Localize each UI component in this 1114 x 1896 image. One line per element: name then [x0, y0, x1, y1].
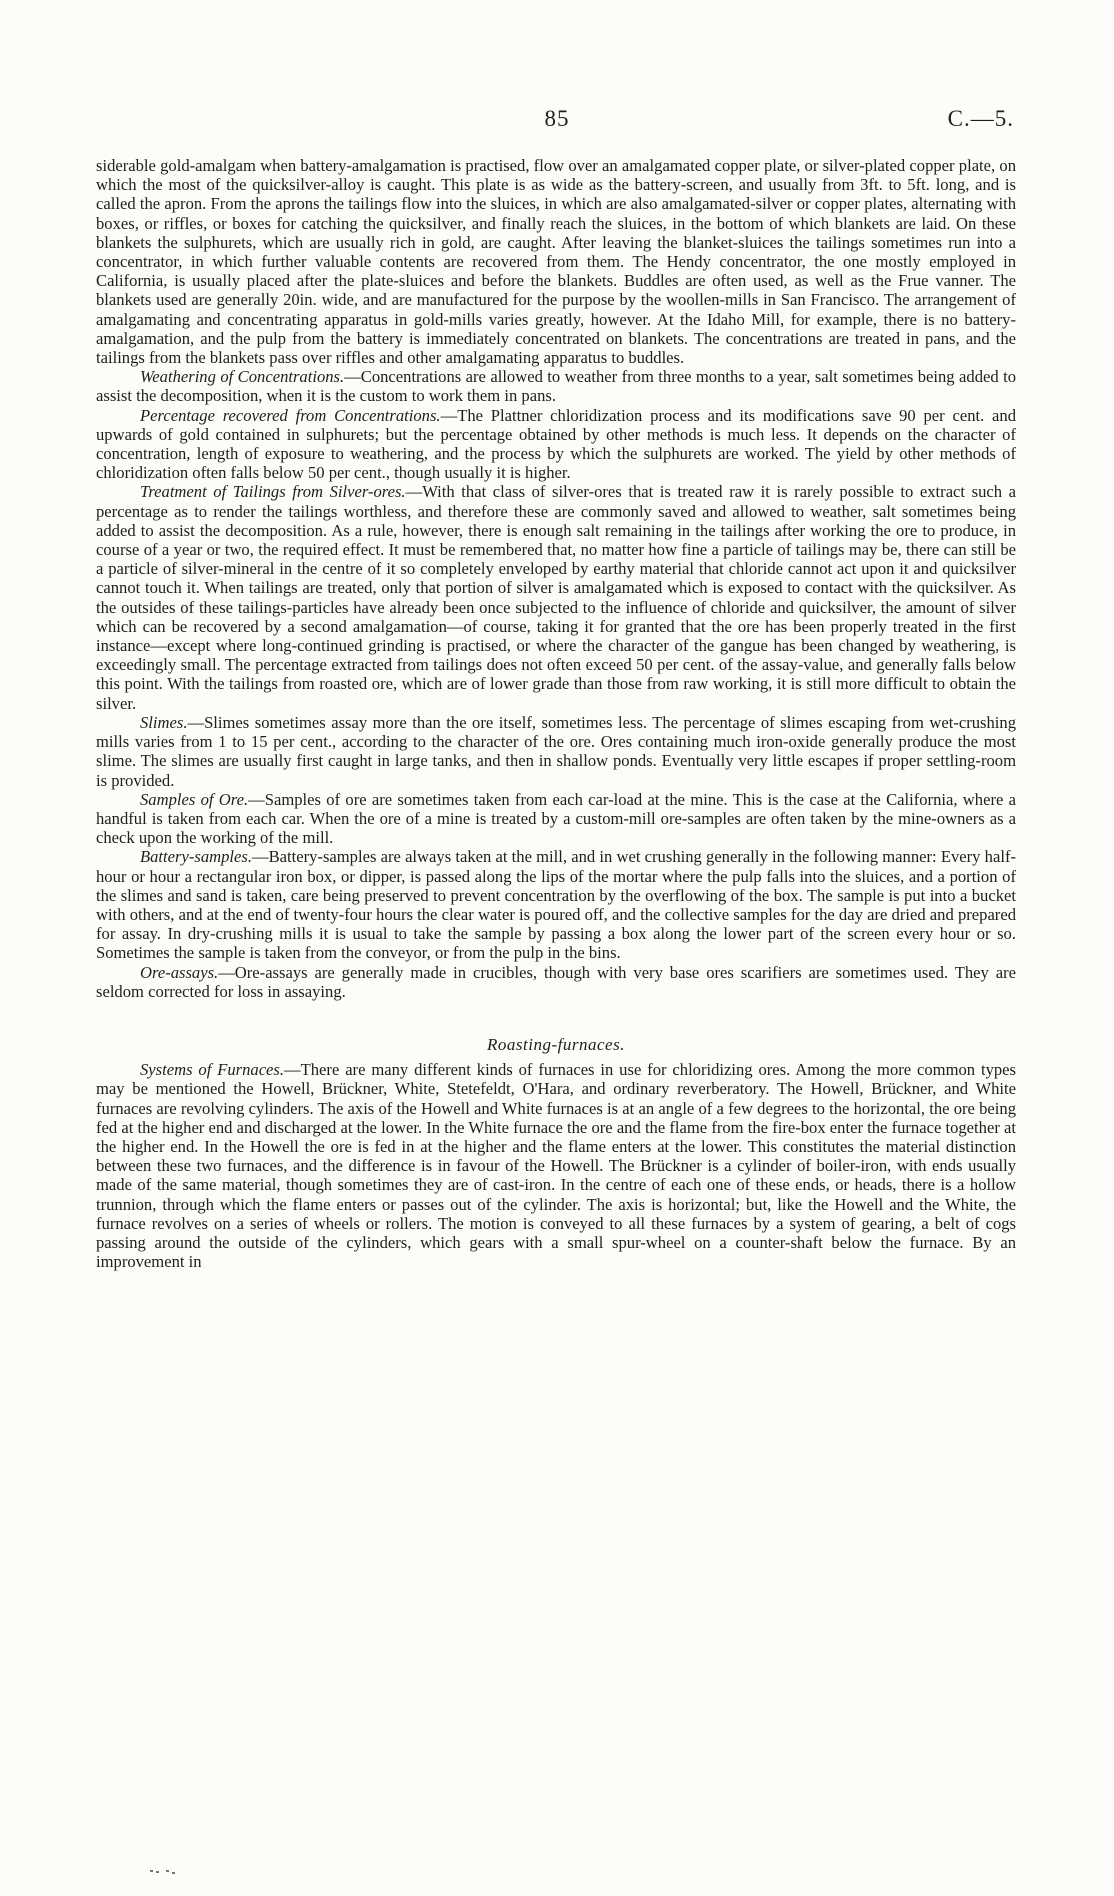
- paragraph-text: —With that class of silver-ores that is treated raw it is rarely possible to extract such a percentage as to render the tailings worthless, and therefore these are commonly saved and allowed to weather, salt sometimes being added to assist the decomposition. As a rule, however, there is enough salt remaining in the tailings after working the ore to produce, in course of a year or two, the required effect. It must be remembered that, no matter how fine a particle of tailings may be, there can still be a particle of silver-mineral in the centre of it so completely enveloped by earthy material that chloride cannot act upon it and quicksilver cannot touch it. When tailings are treated, only that portion of silver is amalgamated which is exposed to contact with the quicksilver. As the outsides of these tailings-particles have already been once subjected to the influence of chloride and quicksilver, the amount of silver which can be recovered by a second amalgamation—of course, taking it for granted that the ore has been properly treated in the first instance—except where long-continued grinding is practised, or where the character of the gangue has been changed by weathering, is exceedingly small. The percentage extracted from tailings does not often exceed 50 per cent. of the assay-value, and generally falls below this point. With the tailings from roasted ore, which are of lower grade than those from raw working, it is still more difficult to obtain the silver.: [96, 482, 1017, 713]
- paragraph-continued: siderable gold-amalgam when battery-amalgamation is practised, flow over an amalgamated copper plate, or silver-plated copper plate, on which the most of the quicksilver-alloy is caught. This plate is as wide as the battery-screen, and usually from 3ft. to 5ft. long, and is called the apron. From the aprons the tailings flow into the sluices, in which are also amalgamated-silver or copper plates, alternating with boxes, or riffles, or boxes for catching the quicksilver, and finally reach the sluices, in the bottom of which blankets are laid. On these blankets the sulphurets, which are usually rich in gold, are caught. After leaving the blanket-sluices the tailings sometimes run into a concentrator, in which further valuable contents are recovered from them. The Hendy concentrator, the one mostly employed in California, is usually placed after the plate-sluices and before the blankets. Buddles are often used, as well as the Frue vanner. The blankets used are generally 20in. wide, and are manufactured for the purpose by the woollen-mills in San Francisco. The arrangement of amalgamating and concentrating apparatus in gold-mills varies greatly, however. At the Idaho Mill, for example, there is no battery-amalgamation, and the pulp from the battery is immediately concentrated on blankets. The concentrations are treated in pans, and the tailings from the blankets pass over riffles and other amalgamating apparatus to buddles.: [96, 156, 1016, 368]
- paragraph-slimes: [96, 713, 1016, 790]
- paragraph-lead: Systems of Furnaces.: [140, 1060, 285, 1080]
- paragraph-samples: [96, 790, 1016, 848]
- paragraph-text: —Samples of ore are sometimes taken from each car-load at the mine. This is the case at the California, where a handful is taken from each car. When the ore of a mine is treated by a custom-mill ore-samples are often taken by the mine-owners as a check upon the working of the mill.: [96, 789, 1016, 848]
- paragraph-text: —Ore-assays are generally made in crucibles, though with very base ores scarifiers are sometimes used. They are seldom corrected for loss in assaying.: [96, 962, 1016, 1001]
- paragraph-lead: Battery-samples.: [140, 847, 252, 867]
- paragraph-lead: Ore-assays.: [140, 962, 219, 982]
- paragraph-text: —Concentrations are allowed to weather from three months to a year, salt sometimes being added to assist the decomposition, when it is the custom to work them in pans.: [96, 367, 1016, 406]
- paragraph-lead: Percentage recovered from Concentrations.: [140, 405, 441, 425]
- paragraph-ore-assays: [96, 963, 1016, 1001]
- scan-speck: [150, 1868, 182, 1874]
- paragraph-tailings: [96, 482, 1016, 712]
- paragraph-percentage: [96, 406, 1016, 483]
- paragraph-lead: Weathering of Concentrations.: [140, 367, 345, 387]
- series-code: C.—5.: [947, 106, 1014, 131]
- body-text: [96, 156, 1016, 1271]
- paragraph-battery-samples: [96, 847, 1016, 962]
- paragraph-text: —Slimes sometimes assay more than the ore itself, sometimes less. The percentage of slimes escaping from wet-crushing mills varies from 1 to 15 per cent., according to the character of the ore. Ores containing much iron-oxide generally produce the most slime. The slimes are usually first caught in large tanks, and then in shallow ponds. Eventually very little escapes if proper settling-room is provided.: [96, 712, 1016, 790]
- paragraph-text: —There are many different kinds of furnaces in use for chloridizing ores. Among the more common types may be mentioned the Howell, Brückner, White, Stetefeldt, O'Hara, and ordinary reverberatory. The Howell, Brückner, and White furnaces are revolving cylinders. The axis of the Howell and White furnaces is at an angle of a few degrees to the horizontal, the ore being fed at the higher end and discharged at the lower. In the White furnace the ore and the flame from the fire-box enter the furnace together at the higher end. In the Howell the ore is fed in at the higher and the flame enters at the lower. This constitutes the material distinction between these two furnaces, and the difference is in favour of the Howell. The Brückner is a cylinder of boiler-iron, with ends usually made of the same material, though sometimes they are of cast-iron. In the centre of each one of these ends, or heads, there is a hollow trunnion, through which the flame enters or passes out of the cylinder. The axis is horizontal; but, like the Howell and the White, the furnace revolves on a series of wheels or rollers. The motion is conveyed to all these furnaces by a system of gearing, a belt of cogs passing around the outside of the cylinders, which gears with a small spur-wheel on a counter-shaft below the furnace. By an improvement in: [96, 1060, 1017, 1272]
- section-heading: Roasting-furnaces.: [487, 1034, 625, 1054]
- paragraph-weathering: [96, 367, 1016, 405]
- paragraph-furnaces: [96, 1060, 1016, 1271]
- paragraph-lead: Samples of Ore.: [140, 789, 249, 809]
- paragraph-text: —Battery-samples are always taken at the mill, and in wet crushing generally in the following manner: Every half-hour or hour a rectangular iron box, or dipper, is passed along the lips of the mortar where the pulp falls into the sluices, and a portion of the slimes and sand is taken, care being preserved to prevent concentration by the overflowing of the box. The sample is put into a bucket with others, and at the end of twenty-four hours the clear water is poured off, and the collective samples for the day are dried and prepared for assay. In dry-crushing mills it is usual to take the sample by passing a box along the lower part of the screen every hour or so. Sometimes the sample is taken from the conveyor, or from the pulp in the bins.: [96, 847, 1016, 963]
- page-number: 85: [544, 106, 570, 131]
- paragraph-text: —The Plattner chloridization process and its modifications save 90 per cent. and upwards of gold contained in sulphurets; but the percentage obtained by other methods is much less. It depends on the character of concentration, length of exposure to weathering, and the process by which the sulphurets are worked. The yield by other methods of chloridization often falls below 50 per cent., though usually it is higher.: [96, 405, 1016, 483]
- paragraph-lead: Treatment of Tailings from Silver-ores.: [140, 482, 406, 502]
- paragraph-lead: Slimes.: [140, 712, 188, 732]
